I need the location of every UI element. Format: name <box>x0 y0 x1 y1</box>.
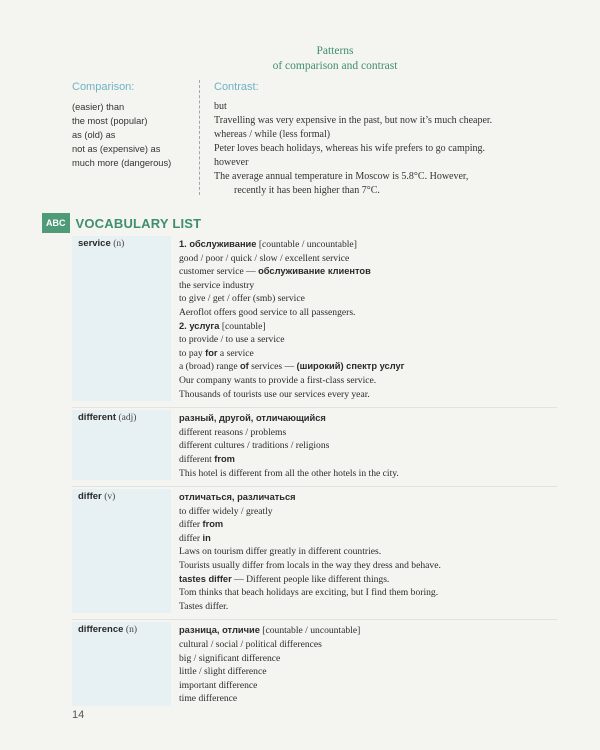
bold-text: of <box>240 361 249 372</box>
plain-text: a (broad) range <box>179 361 240 373</box>
definition-line <box>179 491 441 505</box>
vocab-definition <box>171 236 405 401</box>
definition-line <box>179 453 399 467</box>
definition-line <box>179 238 405 252</box>
plain-text: differ <box>179 519 203 531</box>
plain-text: good / poor / quick / slow / excellent service <box>179 252 350 264</box>
definition-line <box>179 412 399 426</box>
comparison-list <box>72 100 171 170</box>
contrast-item: whereas / while (less formal) <box>214 129 331 140</box>
plain-text: Our company wants to provide a first-class service. <box>179 374 377 386</box>
definition-line <box>179 545 441 559</box>
plain-text: little / slight difference <box>179 666 267 678</box>
definition-line <box>179 467 399 481</box>
plain-text: Tourists usually differ from locals in the way they dress and behave. <box>179 560 441 572</box>
bold-text: in <box>202 532 211 543</box>
definition-line <box>179 265 405 279</box>
definition-line <box>179 532 441 546</box>
headword: service <box>78 238 111 249</box>
bold-text: from <box>214 453 235 464</box>
plain-text: time difference <box>179 693 238 705</box>
plain-text: different cultures / traditions / religions <box>179 440 330 452</box>
plain-text: different <box>179 453 215 465</box>
definition-line <box>179 388 405 402</box>
definition-line <box>179 665 360 679</box>
vocab-word <box>72 622 171 706</box>
plain-text: — Different people like different things. <box>231 573 390 585</box>
plain-text: important difference <box>179 679 258 691</box>
abc-badge-icon: ABC <box>42 213 70 233</box>
contrast-title: Contrast: <box>214 81 259 93</box>
plain-text: [countable / uncountable] <box>259 625 361 637</box>
definition-line <box>179 360 405 374</box>
comparison-item: much more (dangerous) <box>72 158 172 168</box>
definition-line <box>179 252 405 266</box>
plain-text: to provide / to use a service <box>179 334 285 346</box>
bold-text: разница, отличие <box>179 625 260 636</box>
comparison-item: as (old) as <box>72 130 116 140</box>
plain-text: big / significant difference <box>179 652 281 664</box>
definition-line <box>179 306 405 320</box>
bold-text: разный, другой, отличающийся <box>179 413 326 424</box>
comparison-item: (easier) than <box>72 102 125 112</box>
definition-line <box>179 652 360 666</box>
plain-text: Tastes differ. <box>179 600 229 612</box>
definition-line <box>179 426 399 440</box>
plain-text: to differ widely / greatly <box>179 505 273 517</box>
headword: difference <box>78 624 124 636</box>
vocab-entry <box>72 619 557 712</box>
definition-line <box>179 600 441 614</box>
part-of-speech: (adj) <box>118 413 137 424</box>
definition-line <box>179 374 405 388</box>
vocabulary-title: VOCABULARY LIST <box>75 215 202 231</box>
vocab-entry <box>72 486 557 619</box>
plain-text: differ <box>179 532 203 544</box>
headword: different <box>78 412 116 424</box>
definition-line <box>179 518 441 532</box>
column-divider <box>199 80 200 195</box>
definition-line <box>179 505 441 519</box>
plain-text: Tom thinks that beach holidays are exciting, but I find them boring. <box>179 587 439 599</box>
page-number: 14 <box>72 709 85 721</box>
plain-text: cultural / social / political differences <box>179 639 322 651</box>
comparison-item: the most (popular) <box>72 116 148 126</box>
part-of-speech: (v) <box>104 492 116 503</box>
header-line-2: of comparison and contrast <box>272 60 398 72</box>
vocab-word <box>72 489 171 613</box>
comparison-title: Comparison: <box>72 81 135 93</box>
bold-text: (широкий) спектр услуг <box>296 361 405 372</box>
header-line-1: Patterns <box>316 45 354 57</box>
vocab-word <box>72 236 171 401</box>
vocabulary-list <box>72 234 557 712</box>
definition-line <box>179 638 360 652</box>
bold-text: отличаться, различаться <box>179 492 296 503</box>
definition-line <box>179 679 360 693</box>
plain-text: [countable] <box>219 320 266 332</box>
part-of-speech: (n) <box>125 625 137 636</box>
contrast-item: but <box>214 101 227 112</box>
part-of-speech: (n) <box>113 239 125 249</box>
plain-text: Aeroflot offers good service to all passengers. <box>179 306 356 318</box>
contrast-item: Peter loves beach holidays, whereas his wife prefers to go camping. <box>214 143 486 154</box>
definition-line <box>179 347 405 361</box>
definition-line <box>179 320 405 334</box>
definition-line <box>179 624 360 638</box>
bold-text: from <box>202 519 224 530</box>
bold-text: tastes differ <box>179 573 232 584</box>
bold-text: 1. обслуживание <box>179 239 257 249</box>
plain-text: a service <box>217 347 254 359</box>
plain-text: to give / get / offer (smb) service <box>179 293 305 305</box>
definition-line <box>179 292 405 306</box>
definition-line <box>179 586 441 600</box>
vocab-definition <box>171 410 399 480</box>
contrast-item: Travelling was very expensive in the past, but now it’s much cheaper. <box>214 115 493 126</box>
plain-text: [countable / uncountable] <box>256 239 357 250</box>
bold-text: обслуживание клиентов <box>258 266 371 277</box>
headword: differ <box>78 491 102 503</box>
vocab-word <box>72 410 171 480</box>
plain-text: the service industry <box>179 279 255 291</box>
vocab-entry <box>72 407 557 486</box>
contrast-list <box>214 100 554 198</box>
vocab-entry <box>72 234 557 407</box>
definition-line <box>179 279 405 293</box>
plain-text: different reasons / problems <box>179 426 287 438</box>
contrast-item: recently it has been higher than 7°C. <box>234 185 380 196</box>
vocab-definition <box>171 622 360 706</box>
section-header <box>0 44 600 74</box>
plain-text: Laws on tourism differ greatly in different countries. <box>179 546 382 558</box>
plain-text: This hotel is different from all the other hotels in the city. <box>179 467 399 479</box>
definition-line <box>179 333 405 347</box>
plain-text: Thousands of tourists use our services every year. <box>179 388 370 400</box>
comparison-item: not as (expensive) as <box>72 144 161 154</box>
plain-text: customer service — <box>179 266 259 278</box>
contrast-item: The average annual temperature in Moscow is 5.8°C. However, <box>214 171 469 182</box>
bold-text: 2. услуга <box>179 320 220 331</box>
contrast-item: however <box>214 157 249 168</box>
plain-text: services — <box>248 361 297 373</box>
vocab-definition <box>171 489 441 613</box>
definition-line <box>179 573 441 587</box>
bold-text: for <box>205 347 218 358</box>
plain-text: to pay <box>179 347 206 359</box>
definition-line <box>179 439 399 453</box>
definition-line <box>179 559 441 573</box>
definition-line <box>179 692 360 706</box>
vocabulary-heading <box>42 213 201 233</box>
